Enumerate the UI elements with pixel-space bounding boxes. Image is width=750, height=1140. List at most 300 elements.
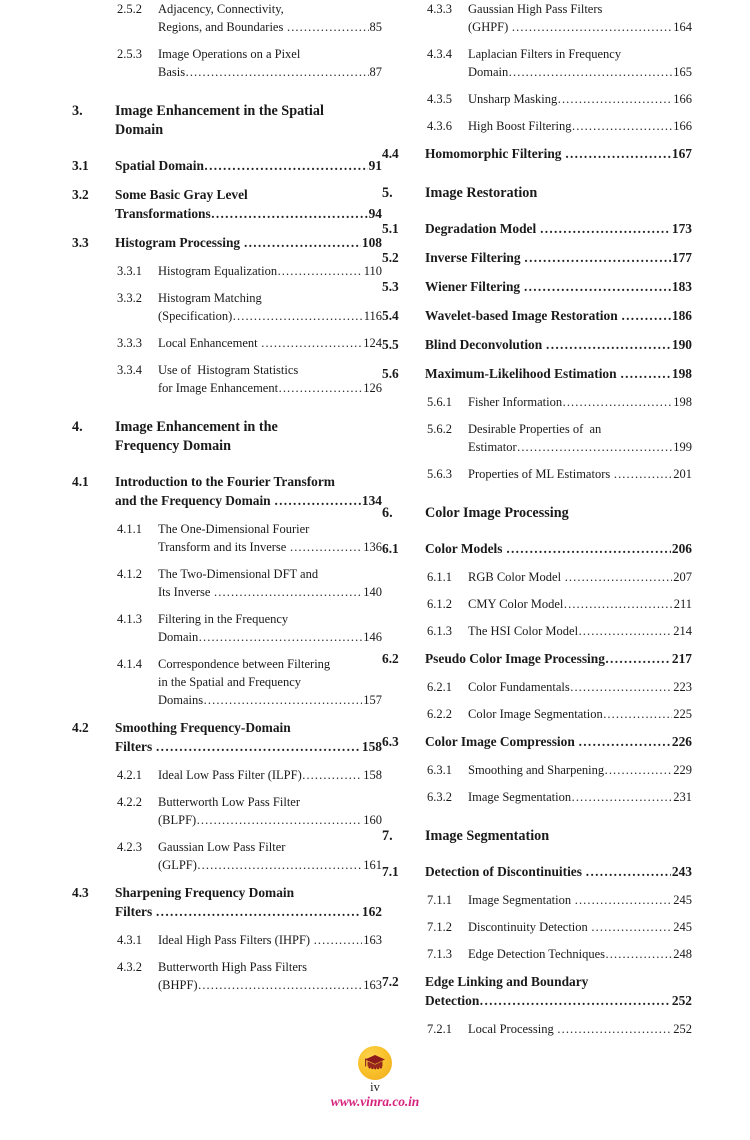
dot-leader [506,539,671,558]
toc-entry-title: Ideal High Pass Filters (IHPF) [158,932,314,947]
toc-page-number: 124 [363,335,382,350]
toc-entry[interactable] [382,705,692,723]
toc-entry-number: 3.2 [72,186,89,202]
toc-entry-title: Image Segmentation [468,790,572,805]
dot-leader [563,393,673,411]
toc-entry-title: Image Enhancement in the [115,418,278,435]
toc-entry-line [158,565,382,583]
dot-leader [186,63,369,81]
dot-leader [605,761,673,779]
toc-entry-line [158,63,382,81]
toc-entry[interactable] [382,45,692,81]
toc-entry[interactable] [382,788,692,806]
toc-entry[interactable] [382,277,692,296]
toc-entry-body [468,393,692,411]
toc-entry-title: Histogram Equalization [158,263,278,278]
toc-entry[interactable] [382,364,692,383]
toc-entry-body [425,972,692,1010]
toc-page-number: 166 [673,119,692,133]
toc-entry-title: in the Spatial and Frequency [158,674,302,689]
toc-page-number: 214 [673,624,692,638]
toc-page-number: 229 [673,763,692,778]
toc-entry-line [158,838,382,856]
toc-entry[interactable] [72,883,382,921]
toc-entry-title: Introduction to the Fourier Transform [115,473,335,489]
toc-entry[interactable] [72,838,382,874]
toc-entry-body [468,705,692,723]
toc-entry-line [158,811,382,829]
toc-entry-line [158,538,382,556]
toc-entry-title: Histogram Matching [158,290,262,305]
toc-entry-body [468,0,692,36]
toc-entry[interactable] [382,918,692,936]
toc-entry-title: Local Processing [468,1022,557,1037]
toc-entry-line [158,583,382,601]
dot-leader [558,90,673,108]
toc-entry-body [158,334,382,352]
toc-entry-title: for Image Enhancement [158,380,279,395]
toc-entry[interactable] [382,248,692,267]
toc-entry[interactable] [72,156,382,175]
dot-leader [614,465,672,483]
toc-entry-line [425,306,692,325]
toc-page-number: 173 [671,220,692,236]
toc-entry-body [425,364,692,383]
toc-page-number: 160 [363,812,382,827]
toc-entry-title: Inverse Filtering [425,249,524,265]
toc-entry-number: 4.3.3 [427,2,452,16]
toc-entry-body [468,945,692,963]
toc-entry-line [468,0,692,18]
toc-entry-number: 6.1.1 [427,570,452,584]
toc-entry-title: Filtering in the Frequency [158,611,289,626]
toc-entry-body [468,45,692,81]
toc-entry[interactable] [72,334,382,352]
toc-entry[interactable] [72,565,382,601]
toc-entry-number: 2.5.3 [117,47,142,61]
toc-entry-line [158,361,382,379]
toc-entry[interactable] [382,184,692,203]
toc-entry-line [425,862,692,881]
toc-entry[interactable] [382,761,692,779]
toc-entry-line [468,622,692,640]
toc-page-number: 146 [363,629,382,644]
toc-entry-number: 4.3.5 [427,92,452,106]
toc-entry-number: 4.4 [382,146,399,161]
dot-leader [517,438,672,456]
dot-leader [156,902,361,921]
dot-leader [279,379,363,397]
toc-entry-body [115,156,382,175]
toc-entry-body [468,622,692,640]
toc-page-number: 206 [671,540,692,556]
toc-entry-number: 3.3.3 [117,335,142,350]
toc-entry-number: 6.1.3 [427,624,452,638]
toc-entry-number: 7.1.2 [427,919,452,934]
toc-entry[interactable] [72,931,382,949]
toc-entry-title: Estimator [468,440,517,455]
dot-leader [540,219,671,238]
dot-leader [314,931,363,949]
toc-page-number: 198 [673,395,692,410]
toc-entry-number: 5.6.1 [427,395,452,410]
dot-leader [233,307,363,325]
toc-entry-line [468,420,692,438]
toc-entry[interactable] [72,262,382,280]
toc-entry-number: 7. [382,828,393,845]
graduation-cap-logo [358,1046,392,1080]
toc-entry-number: 5.6 [382,366,399,382]
toc-entry-body [425,827,692,846]
toc-page-number: 158 [363,767,382,782]
toc-entry-number: 6.3.2 [427,790,452,805]
toc-entry-title: CMY Color Model [468,597,564,611]
toc-entry-title: Maximum-Likelihood Estimation [425,366,620,382]
toc-entry[interactable] [72,766,382,784]
toc-entry[interactable] [72,718,382,756]
dot-leader [605,649,671,668]
toc-page-number: 136 [363,539,382,554]
toc-entry-line [115,491,382,510]
dot-leader [278,262,363,280]
toc-entry-line [158,289,382,307]
toc-entry-body [425,277,692,296]
toc-page-number: 223 [673,680,692,695]
toc-entry-line [158,610,382,628]
toc-page-number: 126 [363,380,382,395]
toc-entry[interactable] [72,361,382,397]
toc-entry-number: 4.2.2 [117,794,142,809]
toc-entry-number: 3.3 [72,234,89,250]
toc-entry[interactable] [72,418,382,456]
toc-entry-title: Degradation Model [425,220,540,236]
toc-entry[interactable] [382,90,692,108]
dot-leader [509,63,672,81]
toc-entry-number: 4.2.1 [117,767,142,782]
toc-entry-title: Filters [115,903,156,919]
toc-entry[interactable] [382,972,692,1010]
toc-entry-body [468,420,692,456]
toc-entry[interactable] [72,958,382,994]
dot-leader [156,737,361,756]
toc-entry-body [158,655,382,709]
toc-entry[interactable] [72,233,382,252]
toc-entry[interactable] [382,827,692,846]
dot-leader [579,732,671,751]
toc-entry-line [468,63,692,81]
toc-entry[interactable] [72,289,382,325]
toc-entry[interactable] [382,393,692,411]
dot-leader [287,18,369,36]
toc-entry-title: Image Operations on a Pixel [158,47,301,61]
toc-entry-title: Domain [158,629,199,644]
toc-entry[interactable] [382,504,692,523]
toc-entry-body [158,793,382,829]
toc-entry-number: 6.2.2 [427,707,452,722]
toc-entry[interactable] [382,144,692,163]
toc-entry-title: Frequency Domain [115,437,231,454]
toc-entry-title: Local Enhancement [158,335,261,350]
toc-entry[interactable] [382,306,692,325]
toc-entry-body [115,418,382,456]
toc-entry-line [115,102,382,121]
toc-entry[interactable] [382,539,692,558]
toc-entry-line [468,891,692,909]
toc-entry-body [425,219,692,238]
toc-entry[interactable] [382,335,692,354]
toc-entry-line [158,379,382,397]
toc-entry-line [468,90,692,108]
toc-entry-line [425,972,692,991]
toc-entry[interactable] [72,102,382,140]
toc-entry-number: 4.1.3 [117,611,142,626]
toc-entry-title: Edge Linking and Boundary [425,973,589,989]
toc-entry[interactable] [72,45,382,81]
toc-entry[interactable] [382,622,692,640]
toc-entry[interactable] [382,595,692,613]
toc-entry-number: 5.4 [382,308,399,323]
toc-page-number: 134 [361,492,382,508]
toc-entry-body [425,144,692,163]
toc-entry-body [158,838,382,874]
toc-entry-line [158,976,382,994]
toc-entry-title: Smoothing Frequency-Domain [115,719,291,735]
toc-entry-body [425,335,692,354]
toc-entry-title: Histogram Processing [115,234,244,250]
toc-page-number: 91 [368,157,382,173]
toc-page-number: 87 [369,65,382,79]
dot-leader [557,1020,672,1038]
toc-page-number: 252 [671,993,692,1008]
toc-entry-title: Wavelet-based Image Restoration [425,308,621,323]
toc-entry-line [425,732,692,751]
toc-entry-body [425,306,692,325]
dot-leader [591,918,672,936]
toc-entry-title: Pseudo Color Image Processing [425,651,605,666]
toc-entry[interactable] [382,945,692,963]
toc-entry[interactable] [72,793,382,829]
dot-leader [197,811,363,829]
toc-page-number: 252 [673,1022,692,1037]
toc-entry-number: 4.2 [72,719,89,735]
dot-leader [565,144,671,163]
toc-entry-number: 4.3.4 [427,47,452,61]
toc-entry-number: 3.3.2 [117,290,142,305]
toc-entry-number: 4. [72,418,83,435]
toc-entry[interactable] [382,649,692,668]
toc-entry-line [158,691,382,709]
dot-leader [570,678,672,696]
toc-entry-line [158,766,382,784]
toc-entry-title: Domain [115,121,164,138]
page-number: iv [370,1079,380,1094]
toc-entry-line [158,958,382,976]
dot-leader [290,538,362,556]
toc-entry-number: 4.1.1 [117,521,142,536]
toc-entry-number: 3.3.1 [117,263,142,278]
toc-entry-title: Regions, and Boundaries [158,20,287,34]
toc-entry-line [115,902,382,921]
toc-entry-body [158,931,382,949]
dot-leader [274,491,360,510]
toc-entry[interactable] [382,568,692,586]
toc-entry[interactable] [382,678,692,696]
left-column [72,0,382,1047]
toc-entry-title: Discontinuity Detection [468,919,591,934]
dot-leader [480,991,671,1010]
toc-page-number: 186 [671,308,692,323]
toc-page-number: 245 [673,919,692,934]
toc-entry-title: Sharpening Frequency Domain [115,884,295,900]
toc-page-number: 217 [671,651,692,666]
toc-entry[interactable] [72,185,382,223]
toc-entry-title: RGB Color Model [468,570,565,584]
toc-entry-title: Detection [425,993,480,1008]
toc-entry[interactable] [382,732,692,751]
toc-entry-line [425,277,692,296]
toc-entry-line [115,185,382,204]
toc-entry-body [158,565,382,601]
toc-entry-line [468,465,692,483]
dot-leader [214,583,362,601]
toc-entry-body [468,90,692,108]
toc-entry-title: (BHPF) [158,977,198,992]
toc-page-number: 167 [671,146,692,161]
toc-entry-body [425,539,692,558]
toc-entry-number: 5.6.2 [427,422,452,437]
toc-entry-body [158,766,382,784]
dot-leader [572,788,673,806]
toc-entry-line [115,437,382,456]
toc-page-number: 226 [671,734,692,750]
toc-entry[interactable] [382,1020,692,1038]
site-url: www.vinra.co.in [330,1094,420,1109]
toc-entry-title: Edge Detection Techniques [468,946,606,961]
toc-entry-body [468,595,692,613]
toc-entry-number: 3.1 [72,157,89,173]
toc-entry-line [468,945,692,963]
toc-entry-line [425,219,692,238]
toc-entry-title: Wiener Filtering [425,278,524,294]
toc-page-number: 161 [363,857,382,872]
toc-entry-body [158,262,382,280]
toc-entry[interactable] [72,0,382,36]
toc-entry-title: Use of Histogram Statistics [158,362,299,377]
toc-entry[interactable] [72,655,382,709]
toc-entry-title: Laplacian Filters in Frequency [468,47,622,61]
toc-entry[interactable] [382,420,692,456]
toc-entry-title: (Specification) [158,308,233,323]
dot-leader [586,862,671,881]
toc-entry-body [425,248,692,267]
toc-entry-body [115,185,382,223]
toc-entry-line [468,117,692,135]
toc-entry-title: Fisher Information [468,395,563,410]
toc-page-number: 140 [363,584,382,599]
toc-page-number: 198 [671,366,692,382]
toc-entry-body [468,568,692,586]
toc-entry-body [468,918,692,936]
toc-entry-title: Transformations [115,205,211,221]
toc-entry-line [468,438,692,456]
toc-entry-body [468,465,692,483]
dot-leader [546,335,671,354]
toc-entry-line [158,628,382,646]
page-footer [0,1046,750,1110]
toc-entry-title: Blind Deconvolution [425,337,546,353]
toc-entry-title: Image Segmentation [425,828,550,845]
toc-entry-body [158,958,382,994]
toc-page-number: 183 [671,278,692,294]
toc-page-number: 199 [673,440,692,455]
toc-entry-body [468,788,692,806]
toc-page-number: 162 [361,903,382,919]
toc-entry-line [425,827,692,846]
toc-entry-title: Transform and its Inverse [158,539,290,554]
dot-leader [524,277,671,296]
toc-entry-number: 7.1 [382,863,399,879]
toc-entry[interactable] [72,610,382,646]
toc-entry-number: 4.3.2 [117,959,142,974]
toc-entry-body [425,732,692,751]
toc-entry-line [468,18,692,36]
toc-entry-number: 5.5 [382,337,399,353]
toc-entry[interactable] [382,0,692,36]
toc-entry-number: 5.2 [382,249,399,265]
toc-page-number: 243 [671,863,692,879]
toc-page-number: 207 [673,570,692,584]
toc-entry-title: Butterworth Low Pass Filter [158,794,301,809]
dot-leader [261,334,362,352]
toc-entry-body [115,883,382,921]
toc-entry-line [468,761,692,779]
toc-page-number: 163 [363,932,382,947]
toc-page-number: 164 [673,20,692,34]
dot-leader [575,891,673,909]
toc-entry-title: Unsharp Masking [468,92,558,106]
toc-entry[interactable] [382,117,692,135]
toc-entry[interactable] [382,465,692,483]
toc-entry-line [115,418,382,437]
toc-entry[interactable] [382,891,692,909]
toc-entry-body [158,289,382,325]
toc-page-number: 231 [673,790,692,805]
toc-entry-line [425,364,692,383]
toc-entry-number: 6. [382,505,393,522]
toc-entry-number: 4.3 [72,884,89,900]
toc-entry-body [468,117,692,135]
toc-entry[interactable] [382,219,692,238]
toc-entry-title: Image Segmentation [468,892,575,907]
toc-entry[interactable] [72,520,382,556]
toc-entry-line [425,335,692,354]
toc-entry[interactable] [382,862,692,881]
toc-entry-body [115,233,382,252]
toc-entry-body [425,862,692,881]
toc-page-number: 201 [673,467,692,482]
toc-entry-line [115,718,382,737]
toc-entry-body [468,891,692,909]
toc-page-number: 158 [361,738,382,754]
toc-entry-line [468,595,692,613]
toc-entry-title: Color Fundamentals [468,680,570,695]
toc-entry-number: 5.3 [382,278,399,294]
toc-entry-number: 4.3.1 [117,932,142,947]
toc-entry[interactable] [72,472,382,510]
toc-entry-body [158,0,382,36]
dot-leader [622,306,671,325]
toc-entry-title: Basis [158,65,186,79]
